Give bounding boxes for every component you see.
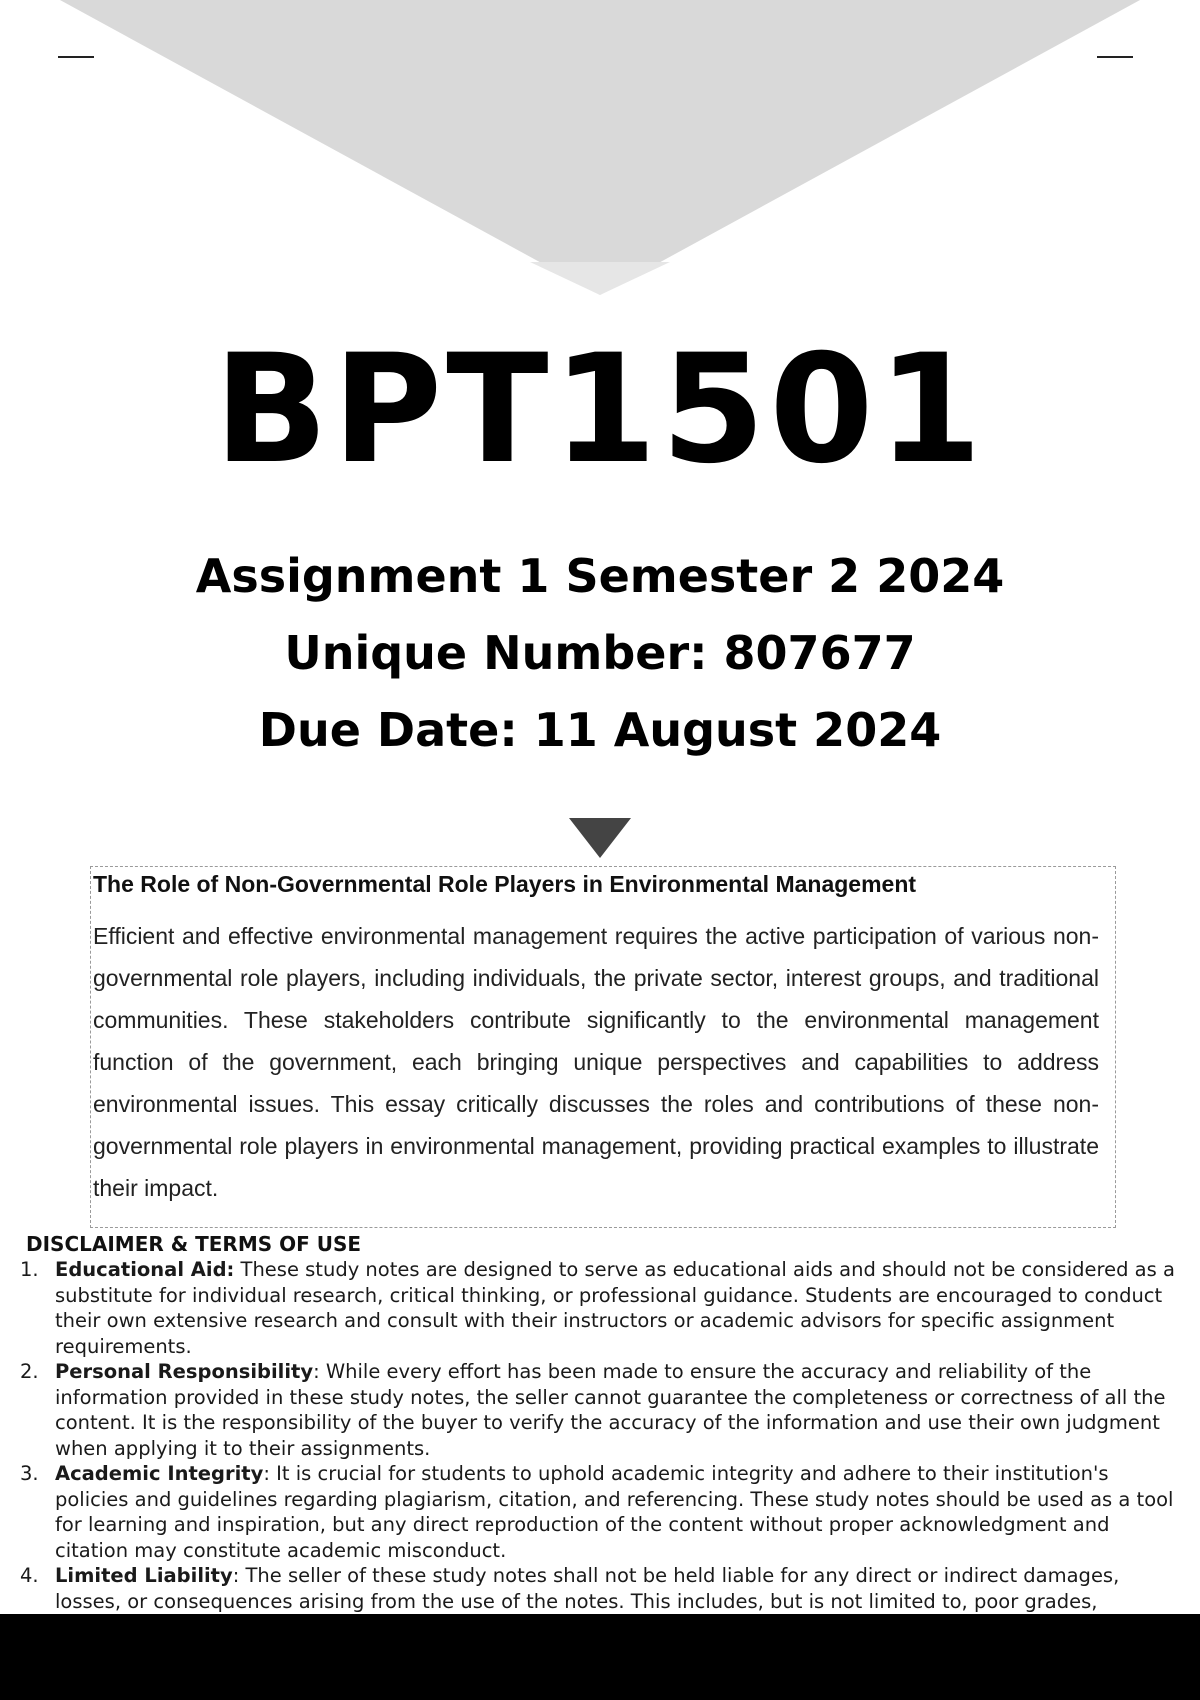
term-text: These study notes are designed to serve as educational aids and should not be considered as a substitute for individual research, critical thinking, or professional guidance. Students are encouraged to conduct their own extensive research and consult with their instructors or academic advisors for specific assignment requirements. xyxy=(55,1258,1175,1358)
chevron-shape xyxy=(60,0,1140,295)
term-number: 3. xyxy=(20,1462,39,1485)
disclaimer-heading: DISCLAIMER & TERMS OF USE xyxy=(26,1232,362,1256)
due-date-line: Due Date: 11 August 2024 xyxy=(258,703,942,757)
list-item xyxy=(20,1257,1188,1359)
corner-line-left xyxy=(58,56,94,58)
term-title: Educational Aid: xyxy=(55,1258,235,1281)
assignment-line: Assignment 1 Semester 2 2024 xyxy=(195,549,1005,603)
term-number: 2. xyxy=(20,1360,39,1383)
term-text: : The seller of these study notes shall not be held liable for any direct or indirect damages, losses, or consequences arising from the use of the notes. This includes, but is not limited to, poor grades, xyxy=(55,1564,1120,1613)
course-code-title: BPT1501 xyxy=(213,323,987,497)
corner-line-right xyxy=(1097,56,1133,58)
essay-preview-box xyxy=(90,866,1116,1228)
essay-intro-paragraph: Efficient and effective environmental management requires the active participation of various non-governmental role players, including individuals, the private sector, interest groups, and traditional communities. These stakeholders contribute significantly to the environmental management function of the government, each bringing unique perspectives and capabilities to address environmental issues. This essay critically discusses the roles and contributions of these non-governmental role players in environmental management, providing practical examples to illustrate their impact. xyxy=(93,923,1099,1201)
chevron-decoration xyxy=(0,0,1200,300)
list-item xyxy=(20,1461,1188,1563)
term-title: Personal Responsibility xyxy=(55,1360,314,1383)
down-arrow-icon xyxy=(569,818,631,858)
chevron-tip xyxy=(530,262,670,295)
term-text: : While every effort has been made to ensure the accuracy and reliability of the information provided in these study notes, the seller cannot guarantee the completeness or correctness of all the content. It is the responsibility of the buyer to verify the accuracy of the information and use their own judgment when applying it to their assignments. xyxy=(55,1360,1166,1460)
term-title: Academic Integrity xyxy=(55,1462,264,1485)
term-number: 4. xyxy=(20,1564,39,1587)
list-item xyxy=(20,1563,1188,1614)
disclaimer-terms-list xyxy=(20,1257,1188,1614)
term-text: : It is crucial for students to uphold academic integrity and adhere to their institution's policies and guidelines regarding plagiarism, citation, and referencing. These study notes should be used as a tool for learning and inspiration, but any direct reproduction of the content without proper acknowledgment and citation may constitute academic misconduct. xyxy=(55,1462,1174,1562)
term-number: 1. xyxy=(20,1258,39,1281)
list-item xyxy=(20,1359,1188,1461)
bottom-black-bar xyxy=(0,1614,1200,1700)
unique-number-line: Unique Number: 807677 xyxy=(284,626,916,680)
term-title: Limited Liability xyxy=(55,1564,233,1587)
essay-title: The Role of Non-Governmental Role Players in Environmental Management xyxy=(93,871,917,897)
